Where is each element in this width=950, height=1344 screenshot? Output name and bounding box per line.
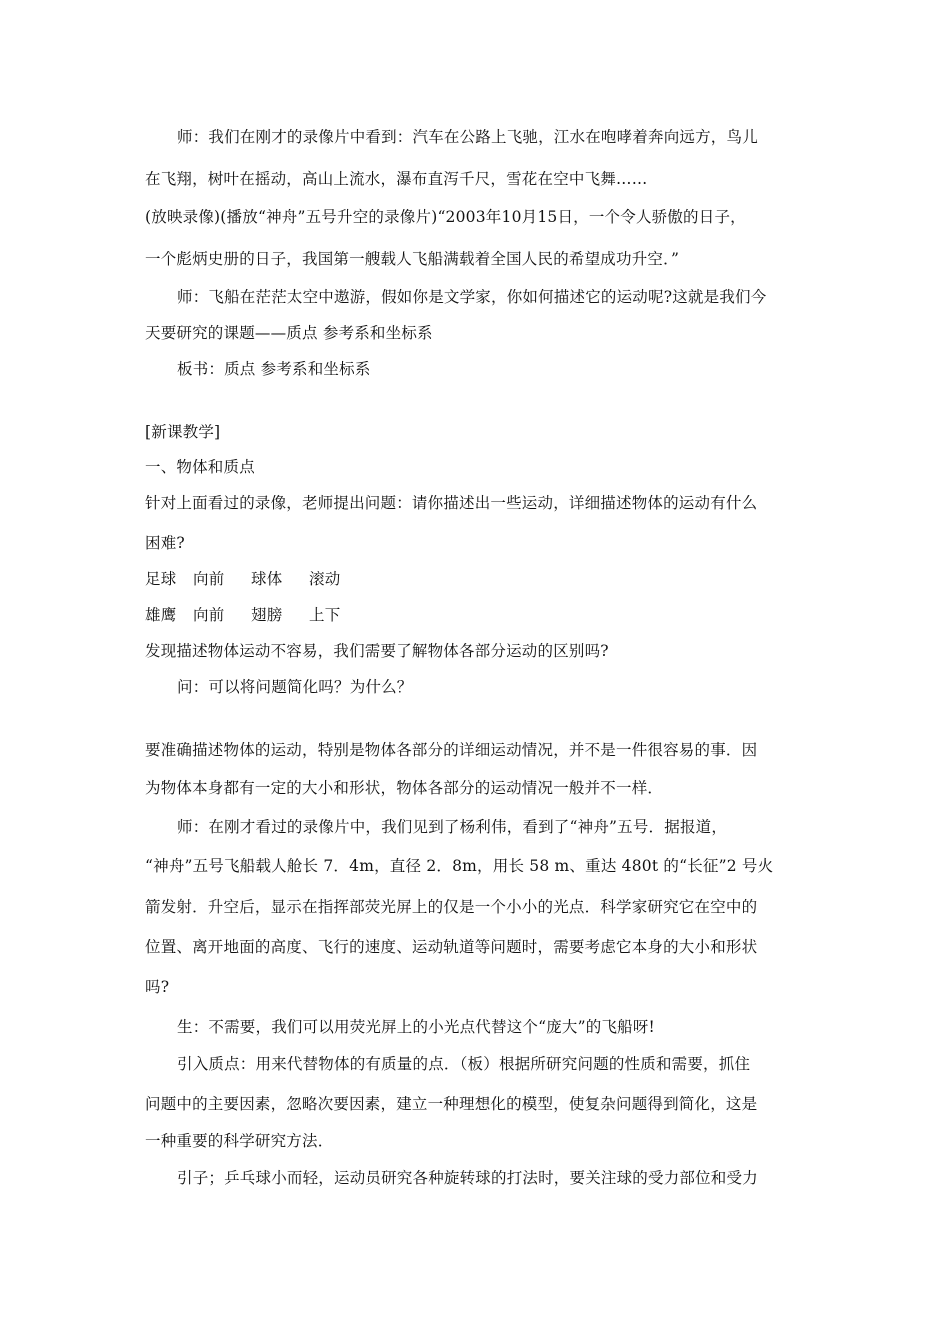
table-cell: 滚动 bbox=[309, 570, 341, 588]
paragraph-line: 一个彪炳史册的日子，我国第一艘载人飞船满载着全国人民的希望成功升空．” bbox=[145, 250, 680, 268]
table-row bbox=[145, 605, 815, 625]
table-cell: 雄鹰 bbox=[145, 606, 177, 624]
paragraph-line: 在飞翔，树叶在摇动，高山上流水，瀑布直泻千尺，雪花在空中飞舞…… bbox=[145, 170, 648, 188]
paragraph-line: 板书：质点 参考系和坐标系 bbox=[177, 360, 371, 378]
section-heading: [新课教学] bbox=[145, 423, 221, 441]
table-cell: 球体 bbox=[251, 570, 283, 588]
paragraph-line: 师：飞船在茫茫太空中遨游，假如你是文学家，你如何描述它的运动呢?这就是我们今 bbox=[177, 288, 767, 306]
paragraph-line: 引子；乒乓球小而轻，运动员研究各种旋转球的打法时，要关注球的受力部位和受力 bbox=[177, 1169, 758, 1187]
paragraph-line: (放映录像)(播放“神舟”五号升空的录像片)“2003年10月15日，一个令人骄傲的日子， bbox=[145, 208, 746, 226]
paragraph-line: 为物体本身都有一定的大小和形状，物体各部分的运动情况一般并不一样． bbox=[145, 779, 664, 797]
paragraph-line: 问题中的主要因素，忽略次要因素，建立一种理想化的模型，使复杂问题得到简化，这是 bbox=[145, 1095, 758, 1113]
paragraph-line: 箭发射．升空后，显示在指挥部荧光屏上的仅是一个小小的光点．科学家研究它在空中的 bbox=[145, 898, 758, 916]
paragraph-line: 发现描述物体运动不容易，我们需要了解物体各部分运动的区别吗? bbox=[145, 642, 609, 660]
table-row bbox=[145, 569, 815, 589]
paragraph-line: 困难? bbox=[145, 534, 185, 552]
paragraph-line: “神舟”五号飞船载人舱长 7．4m，直径 2．8m，用长 58 m、重达 480t 的“长征”2 号火 bbox=[145, 857, 774, 875]
paragraph-line: 生：不需要，我们可以用荧光屏上的小光点代替这个“庞大”的飞船呀! bbox=[177, 1018, 655, 1036]
table-cell: 翅膀 bbox=[251, 606, 283, 624]
table-cell: 向前 bbox=[193, 606, 225, 624]
table-cell: 足球 bbox=[145, 570, 177, 588]
paragraph-line: 引入质点：用来代替物体的有质量的点．（板）根据所研究问题的性质和需要，抓住 bbox=[177, 1055, 751, 1073]
paragraph-line: 师：在刚才看过的录像片中，我们见到了杨利伟，看到了“神舟”五号．据报道， bbox=[177, 818, 728, 836]
paragraph-line: 师：我们在刚才的录像片中看到：汽车在公路上飞驰，江水在咆哮着奔向远方，鸟儿 bbox=[177, 128, 758, 146]
paragraph-line: 要准确描述物体的运动，特别是物体各部分的详细运动情况，并不是一件很容易的事．因 bbox=[145, 741, 758, 759]
paragraph-line: 一种重要的科学研究方法． bbox=[145, 1132, 334, 1150]
paragraph-line: 位置、离开地面的高度、飞行的速度、运动轨道等问题时，需要考虑它本身的大小和形状 bbox=[145, 938, 758, 956]
subsection-heading: 一、物体和质点 bbox=[145, 458, 255, 476]
paragraph-line: 吗? bbox=[145, 978, 170, 996]
table-cell: 向前 bbox=[193, 570, 225, 588]
paragraph-line: 天要研究的课题——质点 参考系和坐标系 bbox=[145, 324, 433, 342]
table-cell: 上下 bbox=[309, 606, 341, 624]
paragraph-line: 问：可以将问题简化吗？为什么？ bbox=[177, 678, 413, 696]
paragraph-line: 针对上面看过的录像，老师提出问题：请你描述出一些运动，详细描述物体的运动有什么 bbox=[145, 494, 758, 512]
